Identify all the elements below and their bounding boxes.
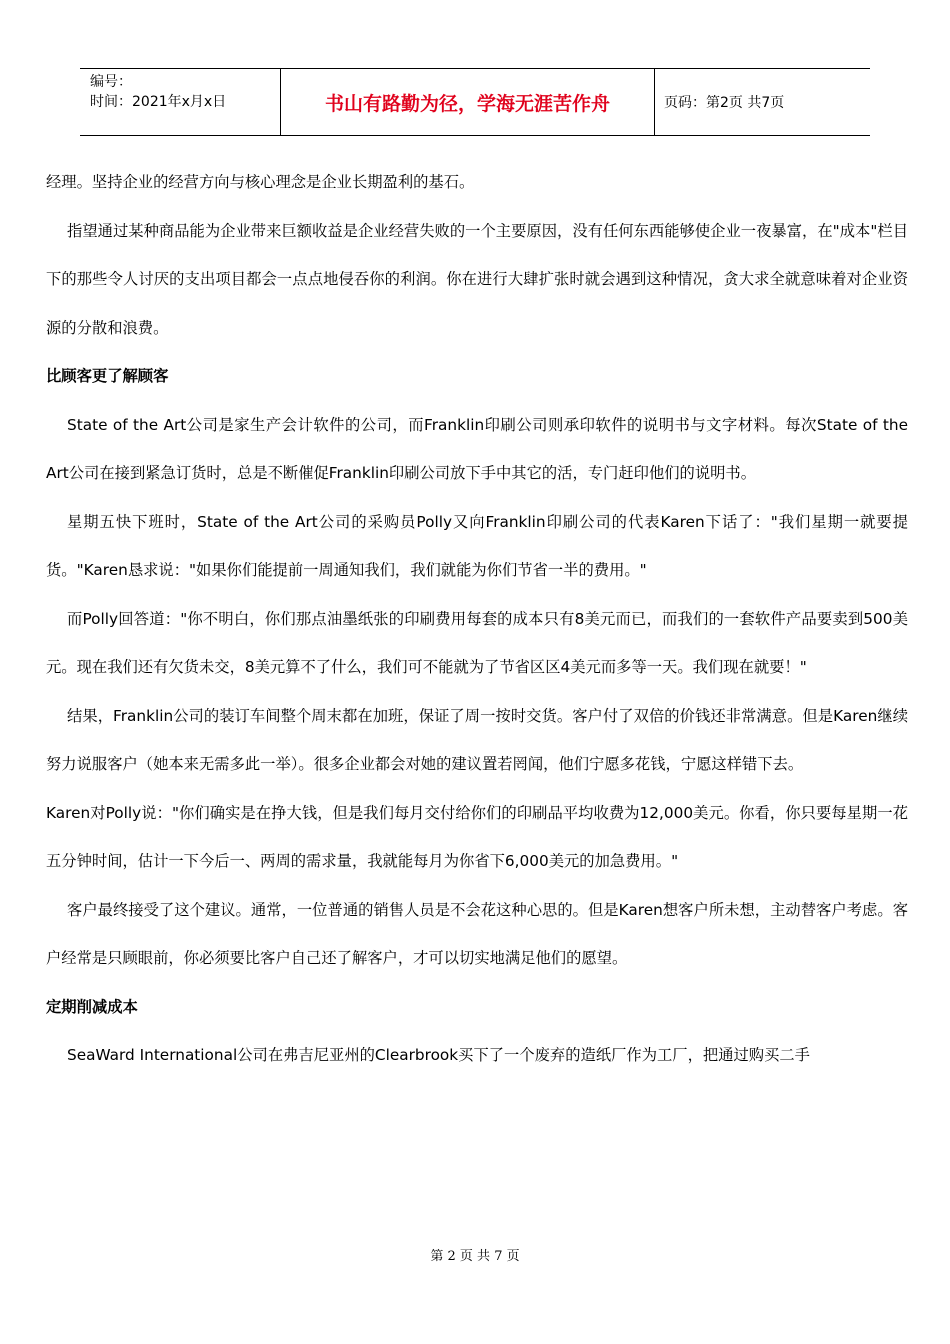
paragraph: SeaWard International公司在弗吉尼亚州的Clearbrook买下了一个废弃的造纸厂作为工厂，把通过购买二手 xyxy=(67,1046,810,1064)
document-number: 编号： xyxy=(90,74,132,90)
page-footer: 第 2 页 共 7 页 xyxy=(430,1249,520,1264)
header-motto: 书山有路勤为径，学海无涯苦作舟 xyxy=(281,69,655,135)
page-header xyxy=(80,68,870,136)
paragraph: 经理。坚持企业的经营方向与核心理念是企业长期盈利的基石。 xyxy=(46,173,475,191)
paragraph: Karen对Polly说："你们确实是在挣大钱，但是我们每月交付给你们的印刷品平均收费为12,000美元。你看，你只要每星期一花五分钟时间，估计一下今后一、两周的需求量，我就能每月为你省下6,000美元的加急费用。" xyxy=(46,803,908,870)
header-page-info: 页码：第2页 共7页 xyxy=(664,95,785,111)
paragraph: 星期五快下班时，State of the Art公司的采购员Polly又向Franklin印刷公司的代表Karen下话了："我们星期一就要提货。"Karen恳求说："如果你们能提前一周通知我们，我们就能为你们节省一半的费用。" xyxy=(46,512,908,579)
paragraph: 结果，Franklin公司的装订车间整个周末都在加班，保证了周一按时交货。客户付了双倍的价钱还非常满意。但是Karen继续努力说服客户（她本来无需多此一举）。很多企业都会对她的建议置若罔闻，他们宁愿多花钱，宁愿这样错下去。 xyxy=(46,706,908,773)
paragraph: 客户最终接受了这个建议。通常，一位普通的销售人员是不会花这种心思的。但是Karen想客户所未想，主动替客户考虑。客户经常是只顾眼前，你必须要比客户自己还了解客户，才可以切实地满足他们的愿望。 xyxy=(46,900,908,967)
document-body xyxy=(46,158,908,1080)
section-heading: 定期削减成本 xyxy=(46,997,138,1016)
paragraph: 而Polly回答道："你不明白，你们那点油墨纸张的印刷费用每套的成本只有8美元而已，而我们的一套软件产品要卖到500美元。现在我们还有欠货未交，8美元算不了什么，我们可不能就为了节省区区4美元而多等一天。我们现在就要！" xyxy=(46,609,908,676)
document-date: 时间：2021年x月x日 xyxy=(90,94,227,110)
paragraph: 指望通过某种商品能为企业带来巨额收益是企业经营失败的一个主要原因，没有任何东西能够使企业一夜暴富，在"成本"栏目下的那些令人讨厌的支出项目都会一点点地侵吞你的利润。你在进行大肆扩张时就会遇到这种情况，贪大求全就意味着对企业资源的分散和浪费。 xyxy=(46,221,908,337)
section-heading: 比顾客更了解顾客 xyxy=(46,367,169,385)
paragraph: State of the Art公司是家生产会计软件的公司，而Franklin印刷公司则承印软件的说明书与文字材料。每次State of the Art公司在接到紧急订货时，总是不断催促Franklin印刷公司放下手中其它的活，专门赶印他们的说明书。 xyxy=(46,415,908,482)
header-meta xyxy=(80,69,281,135)
